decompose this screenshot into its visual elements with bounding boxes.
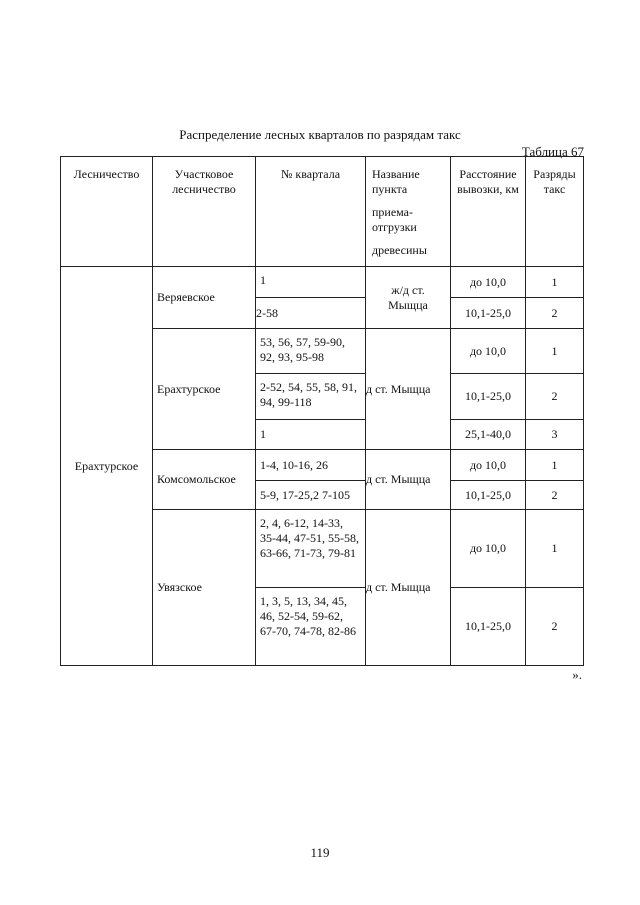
header-point-line2: приема-отгрузки [372,205,417,234]
header-quarter: № квартала [256,157,366,267]
distance-cell: 10,1-25,0 [451,374,526,420]
point-cell: д ст. Мыщца [366,329,451,450]
table-title: Распределение лесных кварталов по разрядам такс [179,127,461,142]
rank-cell: 2 [526,588,584,666]
rank-cell: 2 [526,481,584,510]
district-cell: Ерахтурское [153,329,256,450]
quarter-cell: 5-9, 17-25,2 7-105 [256,481,366,510]
header-district: Участковое лесничество [153,157,256,267]
header-distance: Расстояние вывозки, км [451,157,526,267]
rank-cell: 2 [526,374,584,420]
rank-cell: 1 [526,510,584,588]
district-cell: Веряевское [153,267,256,329]
rank-cell: 3 [526,420,584,450]
quarter-cell: 53, 56, 57, 59-90, 92, 93, 95-98 [256,329,366,374]
header-forestry: Лесничество [61,157,153,267]
quarter-cell: 1 [256,267,366,298]
distance-cell: 10,1-25,0 [451,481,526,510]
distance-cell: до 10,0 [451,267,526,298]
district-cell: Увязское [153,510,256,666]
quarter-cell: 2-58 [256,298,366,329]
table-number: Таблица 67 [521,144,584,159]
quarter-cell: 2-52, 54, 55, 58, 91, 94, 99-118 [256,374,366,420]
point-cell: д ст. Мыщца [366,510,451,666]
quarter-cell: 1, 3, 5, 13, 34, 45, 46, 52-54, 59-62, 67-70, 74-78, 82-86 [256,588,366,666]
page-number: 119 [310,845,330,860]
forest-quarters-table [60,156,584,666]
quarter-cell: 1-4, 10-16, 26 [256,450,366,481]
header-rank: Разряды такс [526,157,584,267]
distance-cell: 25,1-40,0 [451,420,526,450]
header-point-line1: Название пункта [372,167,420,196]
quarter-cell: 2, 4, 6-12, 14-33, 35-44, 47-51, 55-58, 63-66, 71-73, 79-81 [256,510,366,588]
rank-cell: 1 [526,267,584,298]
forestry-cell: Ерахтурское [61,267,153,666]
district-cell: Комсомольское [153,450,256,510]
distance-cell: до 10,0 [451,450,526,481]
quarter-cell: 1 [256,420,366,450]
closing-mark: ». [572,667,582,682]
rank-cell: 1 [526,450,584,481]
distance-cell: 10,1-25,0 [451,298,526,329]
distance-cell: 10,1-25,0 [451,588,526,666]
header-point [366,157,451,267]
point-cell: ж/д ст. Мыщца [366,267,451,329]
rank-cell: 2 [526,298,584,329]
point-cell: д ст. Мыщца [366,450,451,510]
header-point-line3: древесины [372,243,427,257]
rank-cell: 1 [526,329,584,374]
distance-cell: до 10,0 [451,329,526,374]
distance-cell: до 10,0 [451,510,526,588]
